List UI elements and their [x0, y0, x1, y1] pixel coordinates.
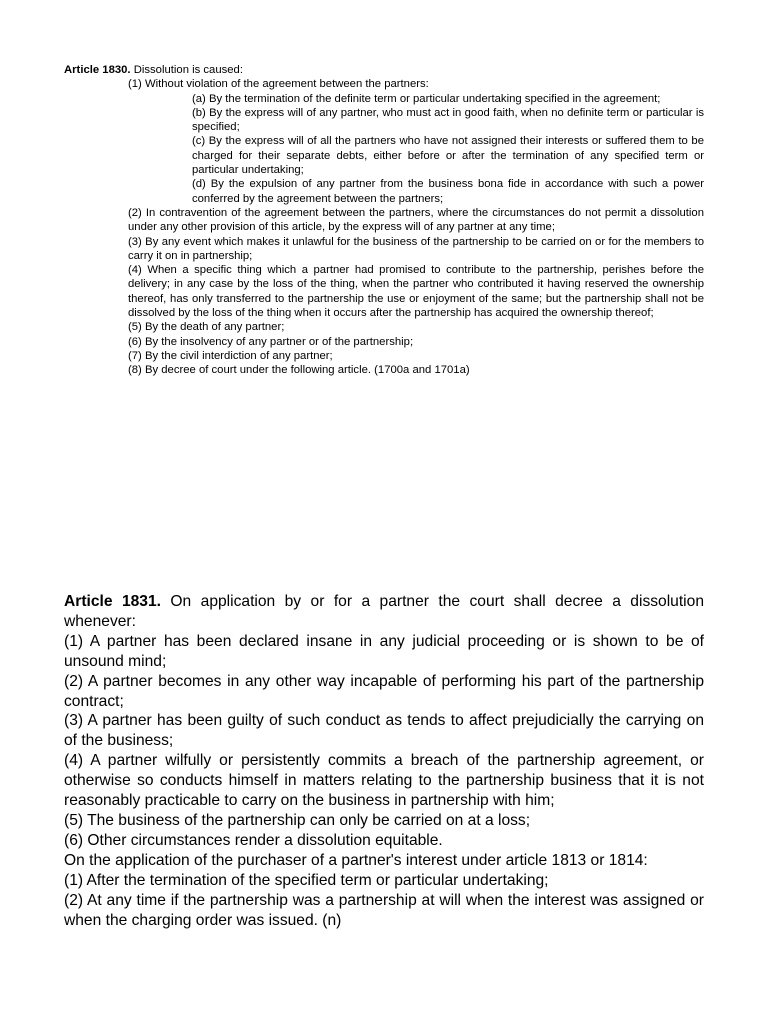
article-1831-item-1: (1) A partner has been declared insane in any judicial proceeding or is shown to be of unsound mind; [64, 632, 704, 670]
article-1830-item-4: (4) When a specific thing which a partner had promised to contribute to the partnership, perishes before the delivery; in any case by the loss of the thing, when the partner who contributed it having reserved the ownership thereof, has only transferred to the partnership the use or enjoyment of the same; but the partnership shall not be dissolved by the loss of the thing when it occurs after the partnership has acquired the ownership thereof; [128, 264, 704, 320]
article-1830-sub-d: (d) By the expulsion of any partner from the business bona fide in accordance with such a power conferred by the agreement between the partners; [192, 178, 704, 205]
article-1831 [64, 592, 704, 930]
article-1830 [64, 63, 704, 378]
article-1831-purchaser-item-2: (2) At any time if the partnership was a partnership at will when the interest was assigned or when the charging order was issued. (n) [64, 891, 704, 929]
article-1831-item-5: (5) The business of the partnership can only be carried on at a loss; [64, 811, 531, 829]
article-1831-purchaser-intro: On the application of the purchaser of a partner's interest under article 1813 or 1814: [64, 851, 648, 869]
article-1831-item-3: (3) A partner has been guilty of such conduct as tends to affect prejudicially the carrying on of the business; [64, 712, 704, 750]
article-1830-heading: Article 1830. [64, 64, 131, 76]
article-1831-item-2: (2) A partner becomes in any other way incapable of performing his part of the partnership contract; [64, 672, 704, 710]
article-1830-item-8: (8) By decree of court under the following article. (1700a and 1701a) [128, 364, 470, 377]
article-1830-item-1: (1) Without violation of the agreement between the partners: [128, 78, 429, 91]
article-1831-heading: Article 1831. [64, 593, 161, 610]
article-1831-item-6: (6) Other circumstances render a dissolution equitable. [64, 831, 443, 849]
article-1830-intro [64, 63, 704, 77]
article-1830-item-2: (2) In contravention of the agreement between the partners, where the circumstances do not permit a dissolution under any other provision of this article, by the express will of any partner at any time; [128, 206, 704, 234]
article-1830-sub-c: (c) By the express will of all the partners who have not assigned their interests or suffered them to be charged for their separate debts, either before or after the termination of any specified term or particular undertaking; [192, 135, 704, 177]
article-1831-purchaser-item-1: (1) After the termination of the specified term or particular undertaking; [64, 871, 549, 889]
article-1830-item-6: (6) By the insolvency of any partner or of the partnership; [128, 335, 414, 348]
article-1830-sub-b: (b) By the express will of any partner, who must act in good faith, when no definite term or particular is specified; [192, 106, 704, 134]
article-1831-intro [64, 592, 704, 632]
article-1830-item-3: (3) By any event which makes it unlawful for the business of the partnership to be carried on or for the members to carry it on in partnership; [128, 235, 704, 262]
article-1830-item-7: (7) By the civil interdiction of any partner; [128, 349, 333, 362]
article-1831-intro-text: On application by or for a partner the court shall decree a dissolution whenever: [64, 593, 704, 630]
article-1831-item-4: (4) A partner wilfully or persistently commits a breach of the partnership agreement, or otherwise so conducts himself in matters relating to the partnership business that it is not reasonably practicable to carry on the business in partnership with him; [64, 752, 704, 810]
article-1830-item-5: (5) By the death of any partner; [128, 321, 285, 334]
article-1830-intro-text: Dissolution is caused: [133, 64, 243, 76]
article-1830-sub-a: (a) By the termination of the definite term or particular undertaking specified in the agreement; [192, 92, 661, 105]
